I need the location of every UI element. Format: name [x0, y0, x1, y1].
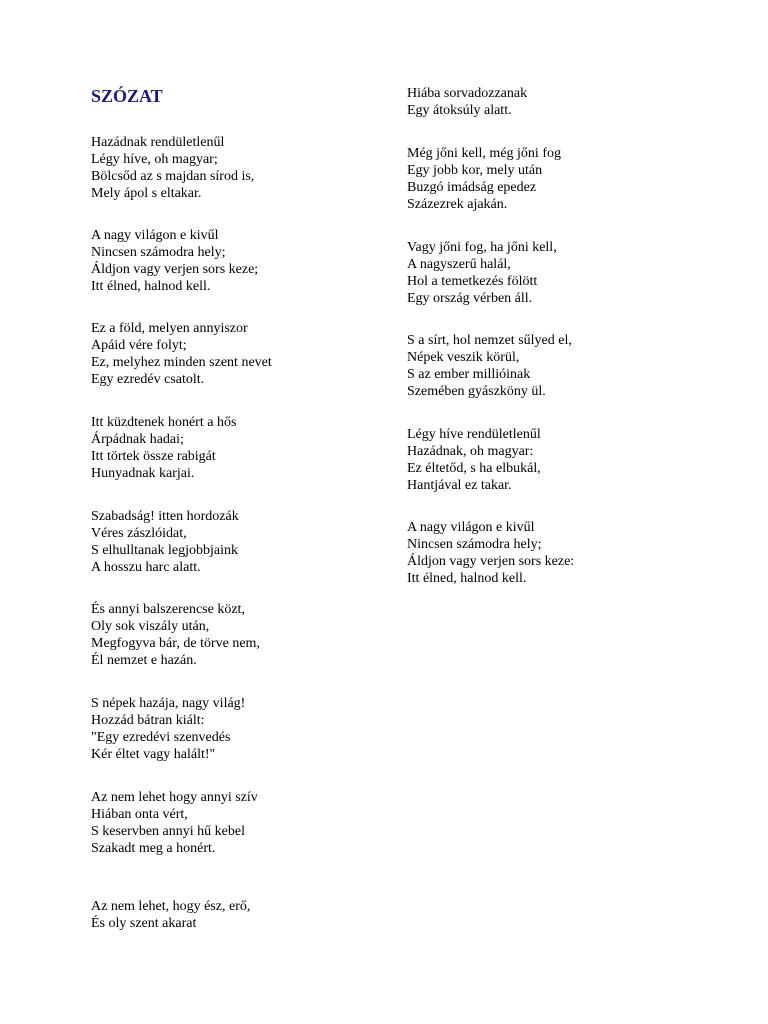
poem-line: Az nem lehet hogy annyi szív: [91, 790, 258, 805]
stanza: [91, 227, 258, 295]
poem-line: Itt élned, halnod kell.: [407, 571, 527, 586]
poem-line: Ez a föld, melyen annyiszor: [91, 321, 248, 336]
poem-line: Ez, melyhez minden szent nevet: [91, 355, 272, 370]
poem-line: Hol a temetkezés fölött: [407, 274, 538, 289]
poem-line: Mely ápol s eltakar.: [91, 186, 202, 201]
poem-line: Légy híve rendületlenűl: [407, 427, 541, 442]
poem-line: Kér éltet vagy halált!": [91, 747, 216, 762]
poem-line: A hosszu harc alatt.: [91, 560, 201, 575]
poem-line: Itt törtek össze rabigát: [91, 449, 216, 464]
stanza: [407, 85, 527, 119]
poem-line: Hiában onta vért,: [91, 807, 188, 822]
poem-line: Véres zászlóidat,: [91, 526, 187, 541]
poem-line: Szemében gyászköny ül.: [407, 384, 546, 399]
poem-line: S keservben annyi hű kebel: [91, 824, 245, 839]
poem-line: Vagy jőni fog, ha jőni kell,: [407, 240, 557, 255]
poem-line: Egy ezredév csatolt.: [91, 372, 205, 387]
poem-line: Százezrek ajakán.: [407, 197, 508, 212]
poem-line: Még jőni kell, még jőni fog: [407, 146, 561, 161]
poem-line: Hunyadnak karjai.: [91, 466, 195, 481]
poem-line: S a sírt, hol nemzet sűlyed el,: [407, 333, 572, 348]
stanza: [91, 898, 250, 932]
poem-line: A nagyszerű halál,: [407, 257, 511, 272]
poem-line: Él nemzet e hazán.: [91, 653, 197, 668]
stanza: [407, 519, 574, 587]
poem-line: Légy híve, oh magyar;: [91, 152, 218, 167]
stanza: [407, 426, 541, 494]
poem-line: Megfogyva bár, de törve nem,: [91, 636, 260, 651]
stanza: [91, 695, 245, 763]
poem-line: Népek veszik körül,: [407, 350, 520, 365]
poem-line: Egy ország vérben áll.: [407, 291, 533, 306]
poem-line: S elhulltanak legjobbjaink: [91, 543, 238, 558]
poem-line: S népek hazája, nagy világ!: [91, 696, 246, 711]
stanza: [407, 239, 557, 307]
poem-line: Buzgó imádság epedez: [407, 180, 537, 195]
poem-line: Hazádnak, oh magyar:: [407, 444, 534, 459]
poem-line: Árpádnak hadai;: [91, 432, 184, 447]
poem-line: A nagy világon e kivűl: [407, 520, 535, 535]
stanza: [407, 332, 572, 400]
poem-line: És annyi balszerencse közt,: [91, 602, 245, 617]
poem-line: Egy átoksúly alatt.: [407, 103, 512, 118]
poem-line: S az ember millióinak: [407, 367, 531, 382]
poem-line: Hiába sorvadozzanak: [407, 86, 528, 101]
stanza: [91, 320, 272, 388]
poem-line: Szakadt meg a honért.: [91, 841, 216, 856]
poem-line: Nincsen számodra hely;: [407, 537, 542, 552]
poem-line: A nagy világon e kivűl: [91, 228, 219, 243]
poem-line: Áldjon vagy verjen sors keze:: [407, 554, 575, 569]
poem-line: Szabadság! itten hordozák: [91, 509, 239, 524]
stanza: [91, 134, 254, 202]
poem-line: Apáid vére folyt;: [91, 338, 187, 353]
poem-line: Nincsen számodra hely;: [91, 245, 226, 260]
poem-line: Oly sok viszály után,: [91, 619, 210, 634]
stanza: [91, 601, 260, 669]
poem-line: Bölcsőd az s majdan sírod is,: [91, 169, 255, 184]
poem-line: Itt élned, halnod kell.: [91, 279, 211, 294]
stanza: [91, 508, 239, 576]
poem-line: Itt küzdtenek honért a hős: [91, 415, 237, 430]
poem-line: Ez éltetőd, s ha elbukál,: [407, 461, 541, 476]
poem-line: "Egy ezredévi szenvedés: [91, 730, 231, 745]
poem-line: Egy jobb kor, mely után: [407, 163, 543, 178]
poem-line: Hozzád bátran kiált:: [91, 713, 205, 728]
poem-line: Hazádnak rendületlenűl: [91, 135, 225, 150]
poem-line: Áldjon vagy verjen sors keze;: [91, 262, 259, 277]
stanza: [91, 789, 258, 857]
poem-line: És oly szent akarat: [91, 916, 197, 931]
stanza: [407, 145, 561, 213]
poem-line: Az nem lehet, hogy ész, erő,: [91, 899, 251, 914]
stanza: [91, 414, 236, 482]
poem-line: Hantjával ez takar.: [407, 478, 512, 493]
poem-title: SZÓZAT: [91, 86, 163, 106]
